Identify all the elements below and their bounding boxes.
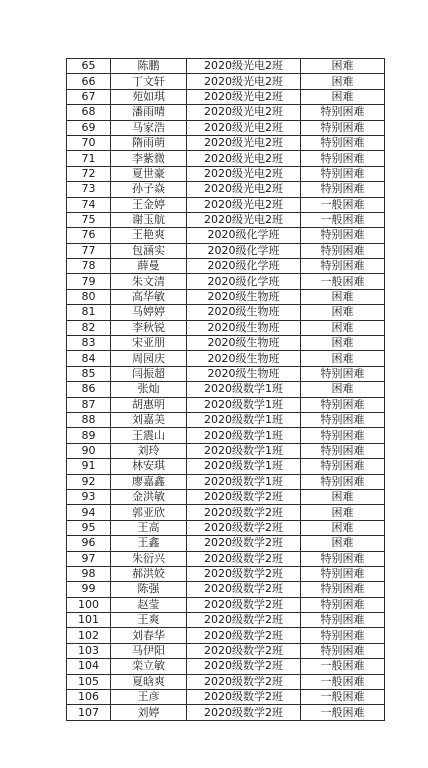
difficulty-level-cell: 一般困难 [301,705,385,720]
difficulty-level-cell: 困难 [301,74,385,89]
row-number-cell: 72 [67,166,111,181]
table-row [67,705,385,720]
difficulty-level-cell: 特别困难 [301,151,385,166]
table-row [67,105,385,120]
row-number-cell: 91 [67,459,111,474]
student-name-cell: 闫振超 [111,366,187,381]
student-name-cell: 张灿 [111,382,187,397]
table-row [67,166,385,181]
class-name-cell: 2020级化学班 [187,274,301,289]
difficulty-level-cell: 特别困难 [301,443,385,458]
table-row [67,443,385,458]
table-row [67,259,385,274]
student-name-cell: 马婷婷 [111,305,187,320]
class-name-cell: 2020级数学1班 [187,382,301,397]
student-name-cell: 王金婷 [111,197,187,212]
difficulty-level-cell: 特别困难 [301,474,385,489]
table-row [67,613,385,628]
difficulty-level-cell: 困难 [301,320,385,335]
class-name-cell: 2020级生物班 [187,289,301,304]
difficulty-level-cell: 困难 [301,536,385,551]
student-name-cell: 林安琪 [111,459,187,474]
class-name-cell: 2020级光电2班 [187,182,301,197]
student-name-cell: 赵莹 [111,597,187,612]
table-row [67,228,385,243]
table-row [67,659,385,674]
row-number-cell: 106 [67,690,111,705]
student-name-cell: 夏晗爽 [111,674,187,689]
student-table [66,58,385,721]
table-body [67,59,385,721]
class-name-cell: 2020级数学2班 [187,520,301,535]
row-number-cell: 97 [67,551,111,566]
class-name-cell: 2020级生物班 [187,336,301,351]
table-row [67,397,385,412]
difficulty-level-cell: 特别困难 [301,551,385,566]
table-row [67,74,385,89]
difficulty-level-cell: 特别困难 [301,243,385,258]
difficulty-level-cell: 特别困难 [301,459,385,474]
student-name-cell: 王爽 [111,613,187,628]
class-name-cell: 2020级光电2班 [187,120,301,135]
class-name-cell: 2020级数学2班 [187,690,301,705]
row-number-cell: 78 [67,259,111,274]
student-name-cell: 刘春华 [111,628,187,643]
table-row [67,597,385,612]
row-number-cell: 75 [67,212,111,227]
row-number-cell: 74 [67,197,111,212]
student-name-cell: 丁文轩 [111,74,187,89]
row-number-cell: 105 [67,674,111,689]
student-name-cell: 苑如琪 [111,89,187,104]
difficulty-level-cell: 特别困难 [301,259,385,274]
student-name-cell: 朱衍兴 [111,551,187,566]
table-row [67,690,385,705]
difficulty-level-cell: 特别困难 [301,412,385,427]
student-name-cell: 王彦 [111,690,187,705]
table-row [67,628,385,643]
difficulty-level-cell: 困难 [301,305,385,320]
class-name-cell: 2020级光电2班 [187,59,301,74]
student-name-cell: 陈鹏 [111,59,187,74]
difficulty-level-cell: 困难 [301,336,385,351]
student-name-cell: 潘雨晴 [111,105,187,120]
difficulty-level-cell: 特别困难 [301,166,385,181]
row-number-cell: 65 [67,59,111,74]
class-name-cell: 2020级光电2班 [187,212,301,227]
row-number-cell: 69 [67,120,111,135]
student-name-cell: 刘婷 [111,705,187,720]
row-number-cell: 99 [67,582,111,597]
table-row [67,336,385,351]
table-row [67,305,385,320]
table-row [67,520,385,535]
class-name-cell: 2020级数学1班 [187,459,301,474]
class-name-cell: 2020级数学1班 [187,474,301,489]
table-row [67,243,385,258]
student-name-cell: 马伊阳 [111,643,187,658]
table-row [67,551,385,566]
row-number-cell: 83 [67,336,111,351]
table-row [67,135,385,150]
class-name-cell: 2020级数学1班 [187,412,301,427]
difficulty-level-cell: 特别困难 [301,582,385,597]
difficulty-level-cell: 一般困难 [301,197,385,212]
difficulty-level-cell: 一般困难 [301,690,385,705]
student-name-cell: 薛曼 [111,259,187,274]
class-name-cell: 2020级数学2班 [187,643,301,658]
row-number-cell: 95 [67,520,111,535]
class-name-cell: 2020级生物班 [187,351,301,366]
table-row [67,582,385,597]
difficulty-level-cell: 特别困难 [301,135,385,150]
student-name-cell: 夏世豪 [111,166,187,181]
table-row [67,120,385,135]
student-name-cell: 隋雨萌 [111,135,187,150]
student-name-cell: 王艳爽 [111,228,187,243]
row-number-cell: 73 [67,182,111,197]
row-number-cell: 87 [67,397,111,412]
row-number-cell: 102 [67,628,111,643]
class-name-cell: 2020级生物班 [187,305,301,320]
table-row [67,459,385,474]
student-name-cell: 刘玲 [111,443,187,458]
student-name-cell: 李紫微 [111,151,187,166]
difficulty-level-cell: 困难 [301,489,385,504]
student-name-cell: 胡惠明 [111,397,187,412]
table-row [67,474,385,489]
row-number-cell: 71 [67,151,111,166]
class-name-cell: 2020级光电2班 [187,105,301,120]
table-row [67,212,385,227]
class-name-cell: 2020级光电2班 [187,89,301,104]
row-number-cell: 96 [67,536,111,551]
difficulty-level-cell: 一般困难 [301,212,385,227]
table-row [67,643,385,658]
student-name-cell: 廖嘉鑫 [111,474,187,489]
table-row [67,566,385,581]
difficulty-level-cell: 特别困难 [301,397,385,412]
difficulty-level-cell: 一般困难 [301,674,385,689]
row-number-cell: 103 [67,643,111,658]
table-row [67,674,385,689]
class-name-cell: 2020级数学2班 [187,597,301,612]
row-number-cell: 89 [67,428,111,443]
student-name-cell: 周园庆 [111,351,187,366]
difficulty-level-cell: 困难 [301,351,385,366]
table-row [67,382,385,397]
class-name-cell: 2020级数学1班 [187,428,301,443]
row-number-cell: 81 [67,305,111,320]
class-name-cell: 2020级光电2班 [187,197,301,212]
student-name-cell: 高华敏 [111,289,187,304]
difficulty-level-cell: 特别困难 [301,366,385,381]
table-row [67,489,385,504]
student-name-cell: 金洪敏 [111,489,187,504]
class-name-cell: 2020级数学2班 [187,659,301,674]
difficulty-level-cell: 特别困难 [301,566,385,581]
row-number-cell: 98 [67,566,111,581]
table-row [67,289,385,304]
class-name-cell: 2020级生物班 [187,320,301,335]
table-row [67,182,385,197]
class-name-cell: 2020级化学班 [187,243,301,258]
class-name-cell: 2020级光电2班 [187,151,301,166]
difficulty-level-cell: 特别困难 [301,182,385,197]
student-name-cell: 王高 [111,520,187,535]
student-name-cell: 朱文清 [111,274,187,289]
table-row [67,428,385,443]
class-name-cell: 2020级数学2班 [187,489,301,504]
difficulty-level-cell: 特别困难 [301,120,385,135]
row-number-cell: 84 [67,351,111,366]
student-name-cell: 刘嘉美 [111,412,187,427]
difficulty-level-cell: 特别困难 [301,643,385,658]
row-number-cell: 104 [67,659,111,674]
row-number-cell: 67 [67,89,111,104]
row-number-cell: 66 [67,74,111,89]
class-name-cell: 2020级数学2班 [187,582,301,597]
difficulty-level-cell: 困难 [301,520,385,535]
table-row [67,320,385,335]
class-name-cell: 2020级光电2班 [187,74,301,89]
difficulty-level-cell: 困难 [301,505,385,520]
row-number-cell: 82 [67,320,111,335]
row-number-cell: 100 [67,597,111,612]
student-name-cell: 马家浩 [111,120,187,135]
class-name-cell: 2020级光电2班 [187,166,301,181]
student-name-cell: 王鑫 [111,536,187,551]
difficulty-level-cell: 困难 [301,89,385,104]
class-name-cell: 2020级数学2班 [187,536,301,551]
table-row [67,351,385,366]
difficulty-level-cell: 特别困难 [301,228,385,243]
student-name-cell: 王震山 [111,428,187,443]
row-number-cell: 76 [67,228,111,243]
class-name-cell: 2020级数学2班 [187,705,301,720]
student-name-cell: 包涵实 [111,243,187,258]
difficulty-level-cell: 特别困难 [301,105,385,120]
difficulty-level-cell: 困难 [301,289,385,304]
difficulty-level-cell: 一般困难 [301,274,385,289]
row-number-cell: 92 [67,474,111,489]
student-name-cell: 郭亚欣 [111,505,187,520]
row-number-cell: 77 [67,243,111,258]
row-number-cell: 79 [67,274,111,289]
student-name-cell: 孙子焱 [111,182,187,197]
class-name-cell: 2020级数学2班 [187,505,301,520]
row-number-cell: 90 [67,443,111,458]
table-row [67,151,385,166]
student-name-cell: 栾立敏 [111,659,187,674]
table-row [67,274,385,289]
class-name-cell: 2020级数学1班 [187,397,301,412]
student-name-cell: 宋亚朋 [111,336,187,351]
table-row [67,89,385,104]
table-row [67,59,385,74]
row-number-cell: 101 [67,613,111,628]
row-number-cell: 86 [67,382,111,397]
row-number-cell: 70 [67,135,111,150]
row-number-cell: 93 [67,489,111,504]
student-name-cell: 谢玉航 [111,212,187,227]
difficulty-level-cell: 困难 [301,59,385,74]
class-name-cell: 2020级数学2班 [187,628,301,643]
class-name-cell: 2020级光电2班 [187,135,301,150]
difficulty-level-cell: 特别困难 [301,628,385,643]
difficulty-level-cell: 特别困难 [301,597,385,612]
row-number-cell: 85 [67,366,111,381]
table-row [67,505,385,520]
student-name-cell: 李秋锐 [111,320,187,335]
table-row [67,536,385,551]
class-name-cell: 2020级数学2班 [187,674,301,689]
row-number-cell: 80 [67,289,111,304]
row-number-cell: 68 [67,105,111,120]
table-row [67,197,385,212]
row-number-cell: 107 [67,705,111,720]
difficulty-level-cell: 特别困难 [301,428,385,443]
table-row [67,366,385,381]
class-name-cell: 2020级生物班 [187,366,301,381]
student-name-cell: 陈强 [111,582,187,597]
difficulty-level-cell: 特别困难 [301,613,385,628]
class-name-cell: 2020级数学1班 [187,443,301,458]
class-name-cell: 2020级化学班 [187,259,301,274]
class-name-cell: 2020级数学2班 [187,566,301,581]
difficulty-level-cell: 一般困难 [301,659,385,674]
difficulty-level-cell: 困难 [301,382,385,397]
student-name-cell: 郝洪姣 [111,566,187,581]
table-row [67,412,385,427]
class-name-cell: 2020级数学2班 [187,551,301,566]
row-number-cell: 94 [67,505,111,520]
row-number-cell: 88 [67,412,111,427]
class-name-cell: 2020级化学班 [187,228,301,243]
class-name-cell: 2020级数学2班 [187,613,301,628]
